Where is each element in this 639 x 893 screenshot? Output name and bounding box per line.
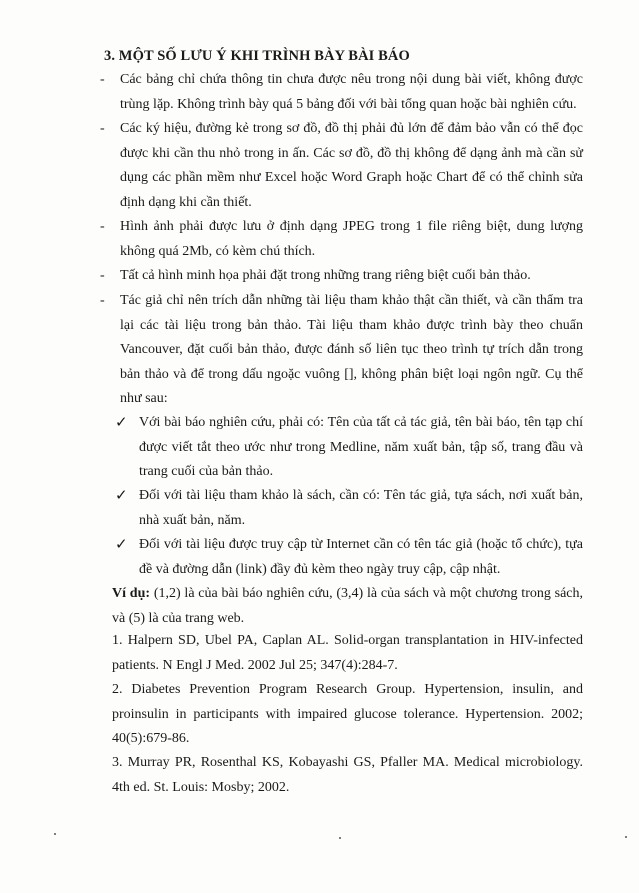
- reference-item: 3. Murray PR, Rosenthal KS, Kobayashi GS, Pfaller MA. Medical microbiology. 4th ed. St. Louis: Mosby; 2002.: [112, 755, 583, 795]
- bullet-marker: -: [100, 219, 105, 234]
- check-item-text: Đối với tài liệu được truy cập từ Internet cần có tên tác giả (hoặc tổ chức), tựa đề và đường dẫn (link) đầy đủ kèm theo ngày truy cập, cập nhật.: [139, 537, 583, 577]
- check-icon: ✓: [115, 488, 128, 504]
- check-item-text: Với bài báo nghiên cứu, phải có: Tên của tất cả tác giả, tên bài báo, tên tạp chí được viết tắt theo ước như trong Medline, năm xuất bản, tập số, trang đầu và trang cuối của bản thảo.: [139, 415, 583, 479]
- bullet-text: Hình ảnh phải được lưu ở định dạng JPEG trong 1 file riêng biệt, dung lượng không quá 2Mb, có kèm chú thích.: [120, 219, 583, 259]
- check-item-text: Đối với tài liệu tham khảo là sách, cần có: Tên tác giả, tựa sách, nơi xuất bản, nhà xuất bản, năm.: [139, 488, 583, 528]
- scan-speck: [625, 836, 627, 838]
- scan-speck: [54, 833, 56, 835]
- reference-item: 2. Diabetes Prevention Program Research Group. Hypertension, insulin, and proinsulin in participants with impaired glucose tolerance. Hypertension. 2002; 40(5):679-86.: [112, 682, 583, 746]
- bullet-text: Các bảng chỉ chứa thông tin chưa được nêu trong nội dung bài viết, không được trùng lặp. Không trình bày quá 5 bảng đối với bài tổng quan hoặc bài nghiên cứu.: [120, 72, 583, 112]
- section-heading: 3. MỘT SỐ LƯU Ý KHI TRÌNH BÀY BÀI BÁO: [104, 48, 410, 64]
- bullet-marker: -: [100, 121, 105, 136]
- bullet-text: Tất cả hình minh họa phải đặt trong những trang riêng biệt cuối bản thảo.: [120, 268, 531, 283]
- bullet-text: Các ký hiệu, đường kẻ trong sơ đồ, đồ thị phải đủ lớn để đảm bảo vẫn có thể đọc được khi cần thu nhỏ trong in ấn. Các sơ đồ, đồ thị không để dạng ảnh mà cần sử dụng các phần mềm như Excel hoặc Word Graph hoặc Chart để có thể chỉnh sửa định dạng khi cần thiết.: [120, 121, 583, 210]
- example-text: (1,2) là của bài báo nghiên cứu, (3,4) là của sách và một chương trong sách, và (5) là của trang web.: [112, 586, 584, 626]
- reference-item: 1. Halpern SD, Ubel PA, Caplan AL. Solid-organ transplantation in HIV-infected patients. N Engl J Med. 2002 Jul 25; 347(4):284-7.: [112, 633, 583, 673]
- example-paragraph: [112, 582, 583, 631]
- bullet-marker: -: [100, 268, 105, 283]
- check-icon: ✓: [115, 537, 128, 553]
- bullet-marker: -: [100, 72, 105, 87]
- bullet-marker: -: [100, 293, 105, 308]
- scan-speck: [339, 837, 341, 839]
- bullet-text: Tác giả chỉ nên trích dẫn những tài liệu tham khảo thật cần thiết, và cần thẩm tra lại các tài liệu trong bản thảo. Tài liệu tham khảo được trình bày theo chuẩn Vancouver, đặt cuối bản thảo, được đánh số liên tục theo trình tự trích dẫn trong bản thảo và để trong dấu ngoặc vuông [], không phân biệt loại ngôn ngữ. Cụ thể như sau:: [120, 293, 583, 406]
- check-icon: ✓: [115, 415, 128, 431]
- example-label: Ví dụ:: [112, 586, 151, 601]
